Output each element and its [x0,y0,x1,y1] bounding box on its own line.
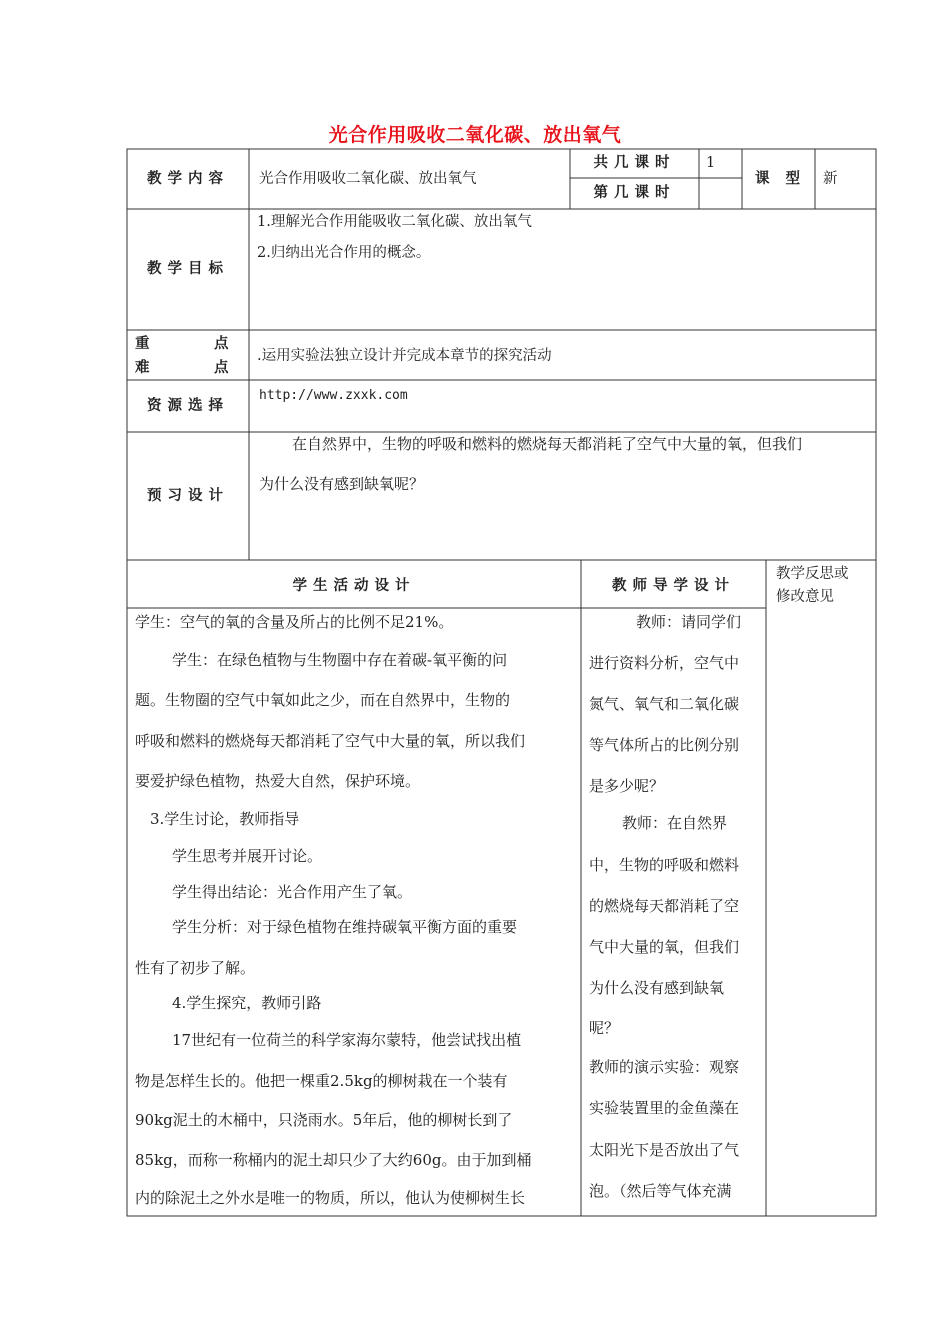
teacher-line: 进行资料分析，空气中 [589,654,740,672]
student-line: 学生思考并展开讨论。 [172,847,323,865]
teacher-line: 为什么没有感到缺氧 [589,979,725,997]
teacher-line: 氮气、氧气和二氧化碳 [589,695,740,713]
student-column-header: 学生活动设计 [292,577,416,594]
teacher-line: 泡。（然后等气体充满 [589,1182,732,1200]
teacher-line: 教师：请同学们 [636,613,742,631]
reflect-header-line-2: 修改意见 [776,589,834,605]
preview-line-2: 为什么没有感到缺氧呢？ [259,475,425,493]
student-line: 物是怎样生长的。他把一棵重2.5kg的柳树栽在一个装有 [135,1072,508,1090]
student-line: 学生分析：对于绿色植物在维持碳氧平衡方面的重要 [172,918,518,936]
type-value: 新 [823,171,838,187]
teacher-line: 气中大量的氧，但我们 [589,938,740,956]
teacher-line: 的燃烧每天都消耗了空 [589,897,740,915]
teacher-line: 等气体所占的比例分别 [589,736,740,754]
resources-link[interactable]: http://www.zxxk.com [259,388,408,403]
goal-item-1: 1.理解光合作用能吸收二氧化碳、放出氧气 [257,214,532,230]
preview-label: 预习设计 [147,487,229,504]
reflect-header-line-1: 教学反思或 [776,566,849,582]
teacher-line: 太阳光下是否放出了气 [589,1141,740,1159]
type-label: 课 型 [754,170,803,187]
teacher-line: 实验装置里的金鱼藻在 [589,1099,740,1117]
key-label-a: 重 [135,335,150,352]
difficulty-label-a: 难 [135,359,150,376]
page-title: 光合作用吸收二氧化碳、放出氧气 [328,124,622,146]
goals-label: 教学目标 [147,260,229,277]
student-line: 性有了初步了解。 [135,959,256,977]
student-line: 3.学生讨论，教师指导 [150,810,300,828]
student-line: 17世纪有一位荷兰的科学家海尔蒙特，他尝试找出植 [172,1031,522,1049]
student-line: 要爱护绿色植物，热爱大自然，保护环境。 [135,772,421,790]
content-label: 教学内容 [147,170,229,187]
student-line: 85kg，而称一称桶内的泥土却只少了大约60g。由于加到桶 [135,1151,532,1169]
goal-item-2: 2.归纳出光合作用的概念。 [257,245,431,261]
resources-label: 资源选择 [147,397,229,414]
preview-line-1: 在自然界中，生物的呼吸和燃料的燃烧每天都消耗了空气中大量的氧，但我们 [292,435,803,453]
teacher-line: 是多少呢？ [589,777,665,795]
total-hours-value: 1 [706,155,716,171]
student-line: 4.学生探究，教师引路 [172,994,322,1012]
total-hours-label: 共几课时 [593,154,676,171]
key-label-b: 点 [214,335,229,352]
difficulty-label-b: 点 [214,359,229,376]
student-line: 学生得出结论：光合作用产生了氧。 [172,883,413,901]
teacher-line: 教师的演示实验：观察 [589,1058,740,1076]
key-points-value: .运用实验法独立设计并完成本章节的探究活动 [257,348,552,364]
student-line: 学生：空气的氧的含量及所占的比例不足21%。 [135,613,454,631]
student-line: 内的除泥土之外水是唯一的物质，所以，他认为使柳树生长 [135,1189,526,1207]
teacher-line: 教师：在自然界 [622,814,728,832]
student-line: 呼吸和燃料的燃烧每天都消耗了空气中大量的氧，所以我们 [135,732,526,750]
student-line: 学生：在绿色植物与生物圈中存在着碳-氧平衡的问 [172,651,508,669]
which-hour-label: 第几课时 [593,184,676,201]
teacher-line: 中，生物的呼吸和燃料 [589,856,740,874]
teacher-column-header: 教师导学设计 [612,577,735,594]
student-line: 题。生物圈的空气中氧如此之少，而在自然界中，生物的 [135,691,511,709]
content-value: 光合作用吸收二氧化碳、放出氧气 [259,171,477,187]
teacher-line: 呢？ [589,1019,620,1037]
student-line: 90kg泥土的木桶中，只浇雨水。5年后，他的柳树长到了 [135,1111,513,1129]
